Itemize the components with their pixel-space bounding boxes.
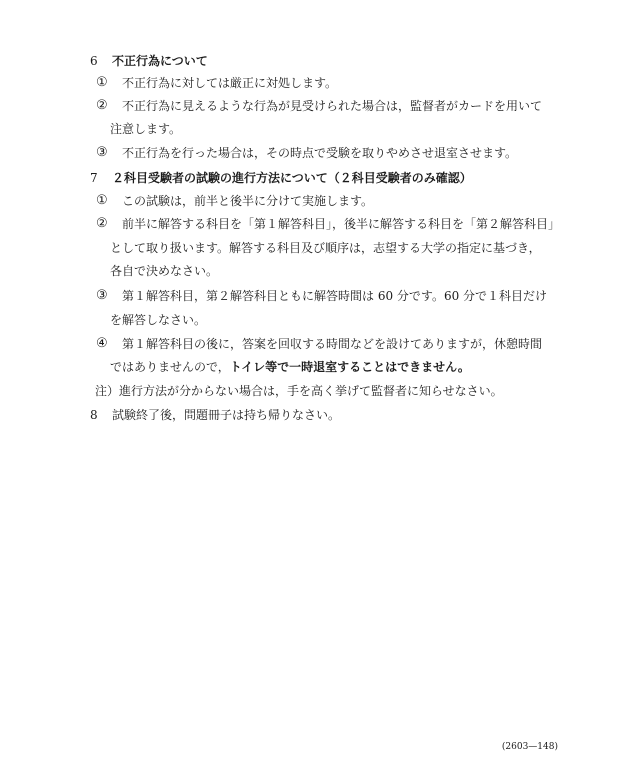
s6-item-1-mark: ①	[96, 75, 108, 90]
section-8-text: 試験終了後，問題冊子は持ち帰りなさい。	[112, 408, 341, 422]
section-7-title: ２科目受験者の試験の進行方法について（２科目受験者のみ確認）	[112, 171, 472, 185]
section-8-number: 8	[90, 408, 98, 422]
s7-note: 注）進行方法が分からない場合は，手を高く挙げて監督者に知らせなさい。	[95, 384, 503, 398]
s6-item-1-text: 不正行為に対しては厳正に対処します。	[122, 76, 338, 90]
page-code: (2603—148)	[501, 742, 558, 752]
s7-item-2-text-line-3: 各自で決めなさい。	[110, 264, 219, 278]
s7-item-4-bold-warning: トイレ等で一時退室することはできません。	[229, 360, 470, 374]
s7-item-4-text-line-2	[110, 359, 470, 375]
s7-item-1-text: この試験は，前半と後半に分けて実施します。	[122, 194, 374, 208]
s7-item-2-mark: ②	[96, 216, 108, 231]
s6-item-3-text: 不正行為を行った場合は，その時点で受験を取りやめさせ退室させます。	[122, 146, 518, 160]
s7-item-2-text-line-1: 前半に解答する科目を「第１解答科目」，後半に解答する科目を「第２解答科目」	[122, 217, 561, 231]
section-6-number: 6	[90, 54, 98, 68]
s7-item-3-text-line-2: を解答しなさい。	[110, 313, 207, 327]
s7-item-2-text-line-2: として取り扱います。解答する科目及び順序は，志望する大学の指定に基づき，	[110, 241, 541, 255]
s7-item-3-text-line-1: 第１解答科目，第２解答科目ともに解答時間は 60 分です。60 分で１科目だけ	[122, 289, 548, 303]
s7-item-4-text-line-1: 第１解答科目の後に，答案を回収する時間などを設けてありますが，休憩時間	[122, 337, 543, 351]
s6-item-3-mark: ③	[96, 145, 108, 160]
s6-item-2-text-line-2: 注意します。	[110, 122, 182, 136]
s6-item-2-mark: ②	[96, 98, 108, 113]
s7-item-4-mark: ④	[96, 336, 108, 351]
section-7-number: 7	[90, 171, 98, 185]
s7-item-1-mark: ①	[96, 193, 108, 208]
s6-item-2-text-line-1: 不正行為に見えるような行為が見受けられた場合は，監督者がカードを用いて	[122, 99, 543, 113]
s7-item-3-mark: ③	[96, 288, 108, 303]
s7-item-4-text-line-2-plain: ではありませんので，	[110, 360, 230, 374]
section-6-title: 不正行為について	[112, 54, 208, 68]
